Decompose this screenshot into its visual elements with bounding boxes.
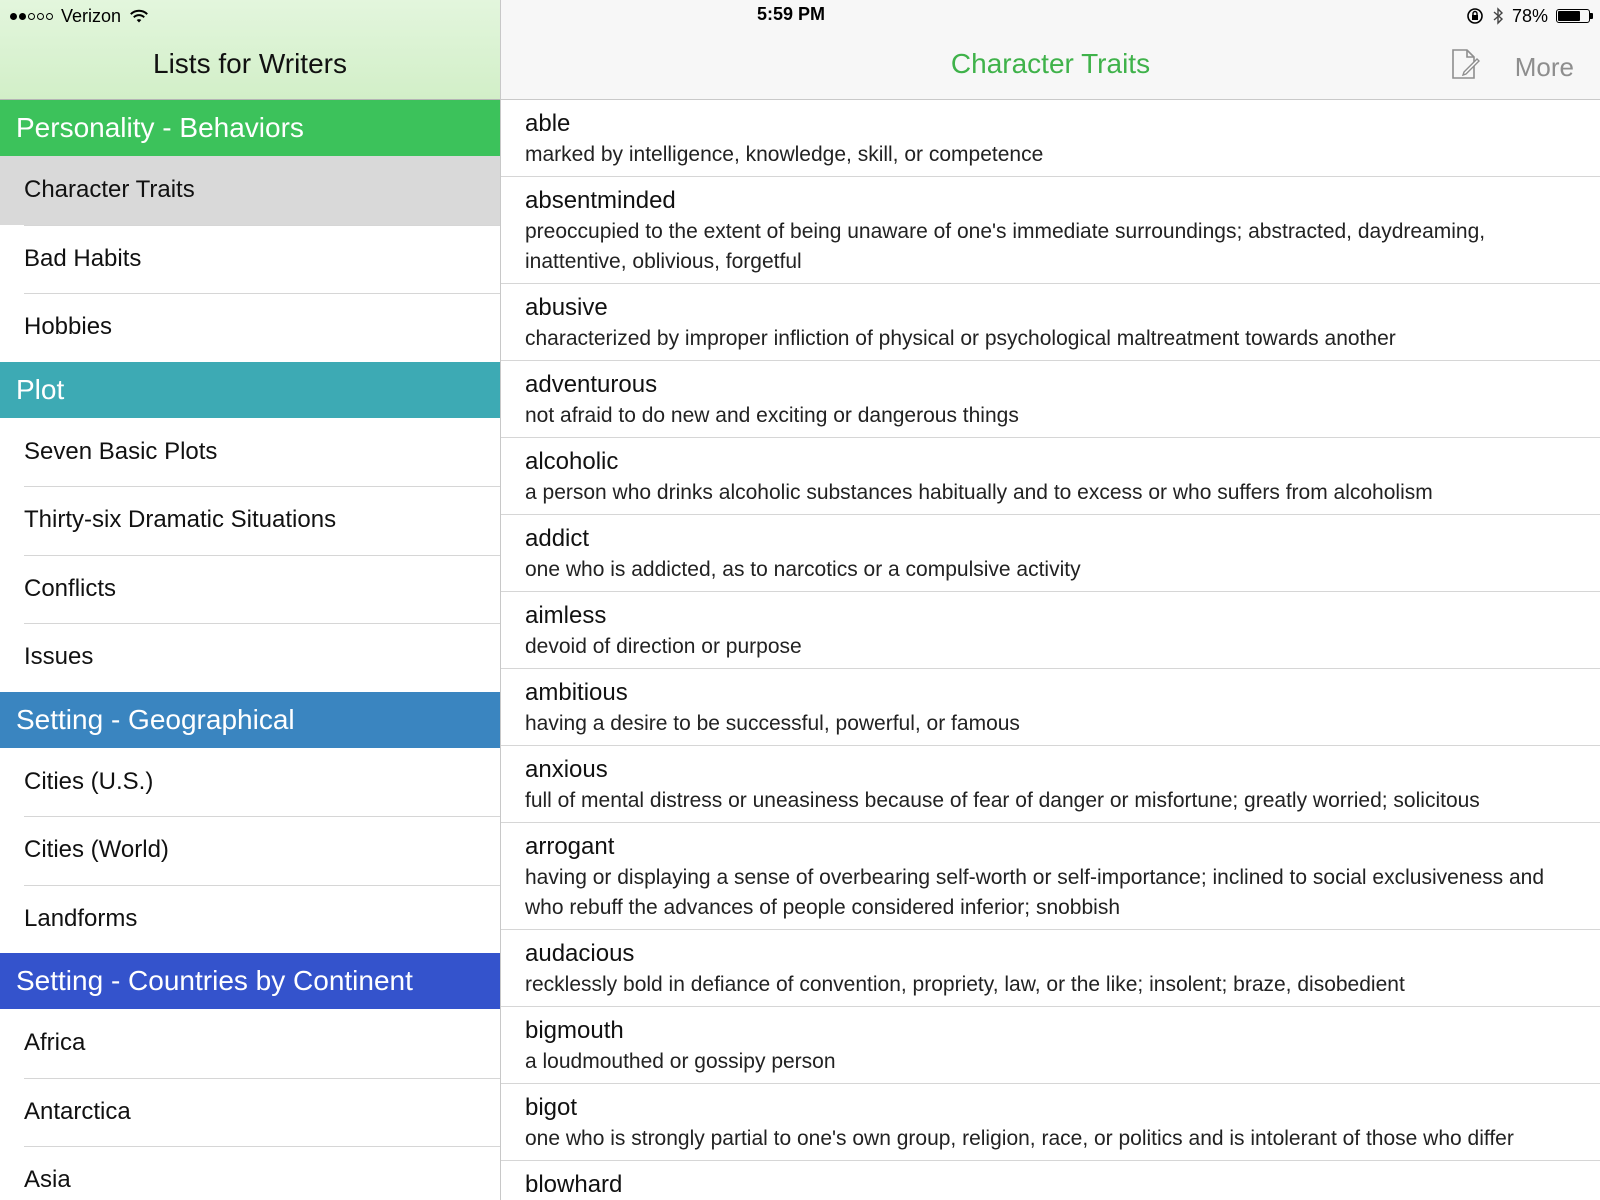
trait-definition: full of mental distress or uneasiness because of fear of danger or misfortune; greatly worried; solicitous <box>525 789 1480 812</box>
battery-percent: 78% <box>1511 5 1548 26</box>
trait-row[interactable] <box>501 284 1600 361</box>
main-panel <box>501 0 1600 1200</box>
trait-term: alcoholic <box>525 448 619 475</box>
sidebar-title: Lists for Writers <box>153 48 347 79</box>
trait-term: bigmouth <box>525 1017 624 1044</box>
sidebar-item[interactable]: Conflicts <box>0 555 500 624</box>
status-bar-right <box>1466 4 1590 28</box>
rotation-lock-icon <box>1466 7 1484 25</box>
trait-term: audacious <box>525 940 635 967</box>
trait-row[interactable] <box>501 515 1600 592</box>
section-header: Personality - Behaviors <box>0 100 500 156</box>
trait-definition: having or displaying a sense of overbearing self-worth or self-importance; inclined to social exclusiveness and who rebuff the advances of people considered inferior; snobbish <box>525 866 1545 919</box>
more-button[interactable]: More <box>1514 52 1574 82</box>
section-header: Setting - Countries by Continent <box>0 953 500 1009</box>
trait-definition: one who is strongly partial to one's own group, religion, race, or politics and is intolerant of those who differ <box>525 1127 1514 1150</box>
battery-level-fill <box>1558 11 1580 21</box>
trait-definition: a person who drinks alcoholic substances habitually and to excess or who suffers from alcoholism <box>525 481 1433 504</box>
trait-row[interactable] <box>501 361 1600 438</box>
trait-row[interactable] <box>501 1007 1600 1084</box>
trait-row[interactable] <box>501 100 1600 177</box>
trait-list <box>501 100 1600 1200</box>
trait-term: anxious <box>525 756 608 783</box>
trait-term: addict <box>525 525 590 552</box>
trait-term: absentminded <box>525 187 676 214</box>
trait-term: blowhard <box>525 1171 623 1198</box>
status-bar-left <box>10 4 149 28</box>
trait-definition: not afraid to do new and exciting or dangerous things <box>525 404 1019 427</box>
trait-row[interactable] <box>501 1084 1600 1161</box>
sidebar-item[interactable]: Cities (U.S.) <box>0 748 500 817</box>
sidebar-header <box>0 0 500 100</box>
sidebar-item[interactable]: Seven Basic Plots <box>0 418 500 487</box>
sidebar-item[interactable]: Antarctica <box>0 1078 500 1147</box>
status-time: 5:59 PM <box>756 4 826 24</box>
trait-definition: a loudmouthed or gossipy person <box>525 1050 836 1073</box>
sidebar-item[interactable]: Character Traits <box>0 156 500 225</box>
battery-icon <box>1556 9 1590 23</box>
bluetooth-icon <box>1492 7 1504 25</box>
trait-definition: having a desire to be successful, powerful, or famous <box>525 712 1020 735</box>
sidebar-item[interactable]: Hobbies <box>0 293 500 362</box>
trait-definition: characterized by improper infliction of physical or psychological maltreatment towards another <box>525 327 1396 350</box>
compose-icon[interactable] <box>1450 48 1480 80</box>
trait-term: adventurous <box>525 371 658 398</box>
main-header <box>501 0 1600 100</box>
sidebar <box>0 0 501 1200</box>
section-header: Setting - Geographical <box>0 692 500 748</box>
trait-row[interactable] <box>501 669 1600 746</box>
trait-row[interactable] <box>501 592 1600 669</box>
trait-term: arrogant <box>525 833 615 860</box>
trait-definition: preoccupied to the extent of being unaware of one's immediate surroundings; abstracted, daydreaming, inattentive, oblivious, forgetful <box>525 220 1486 273</box>
sidebar-item[interactable]: Asia <box>0 1146 500 1200</box>
trait-term: aimless <box>525 602 607 629</box>
trait-definition: marked by intelligence, knowledge, skill, or competence <box>525 143 1044 166</box>
sidebar-item[interactable]: Landforms <box>0 885 500 954</box>
trait-row[interactable] <box>501 438 1600 515</box>
page-title: Character Traits <box>950 48 1151 79</box>
trait-term: ambitious <box>525 679 628 706</box>
sidebar-item[interactable]: Cities (World) <box>0 816 500 885</box>
trait-term: able <box>525 110 571 137</box>
trait-row[interactable] <box>501 823 1600 930</box>
trait-row[interactable] <box>501 746 1600 823</box>
sidebar-item[interactable]: Thirty-six Dramatic Situations <box>0 486 500 555</box>
trait-term: bigot <box>525 1094 578 1121</box>
sidebar-item[interactable]: Issues <box>0 623 500 692</box>
sidebar-list <box>0 100 500 1200</box>
trait-row[interactable] <box>501 177 1600 284</box>
signal-strength-icon <box>10 13 55 20</box>
trait-row[interactable] <box>501 1161 1600 1200</box>
wifi-icon <box>129 8 149 24</box>
section-header: Plot <box>0 362 500 418</box>
carrier-label: Verizon <box>61 5 122 26</box>
sidebar-item[interactable]: Africa <box>0 1009 500 1078</box>
trait-term: abusive <box>525 294 608 321</box>
trait-definition: devoid of direction or purpose <box>525 635 802 658</box>
trait-row[interactable] <box>501 930 1600 1007</box>
trait-definition: recklessly bold in defiance of convention, propriety, law, or the like; insolent; braze, disobedient <box>525 973 1405 996</box>
trait-definition: one who is addicted, as to narcotics or a compulsive activity <box>525 558 1081 581</box>
sidebar-item[interactable]: Bad Habits <box>0 225 500 294</box>
